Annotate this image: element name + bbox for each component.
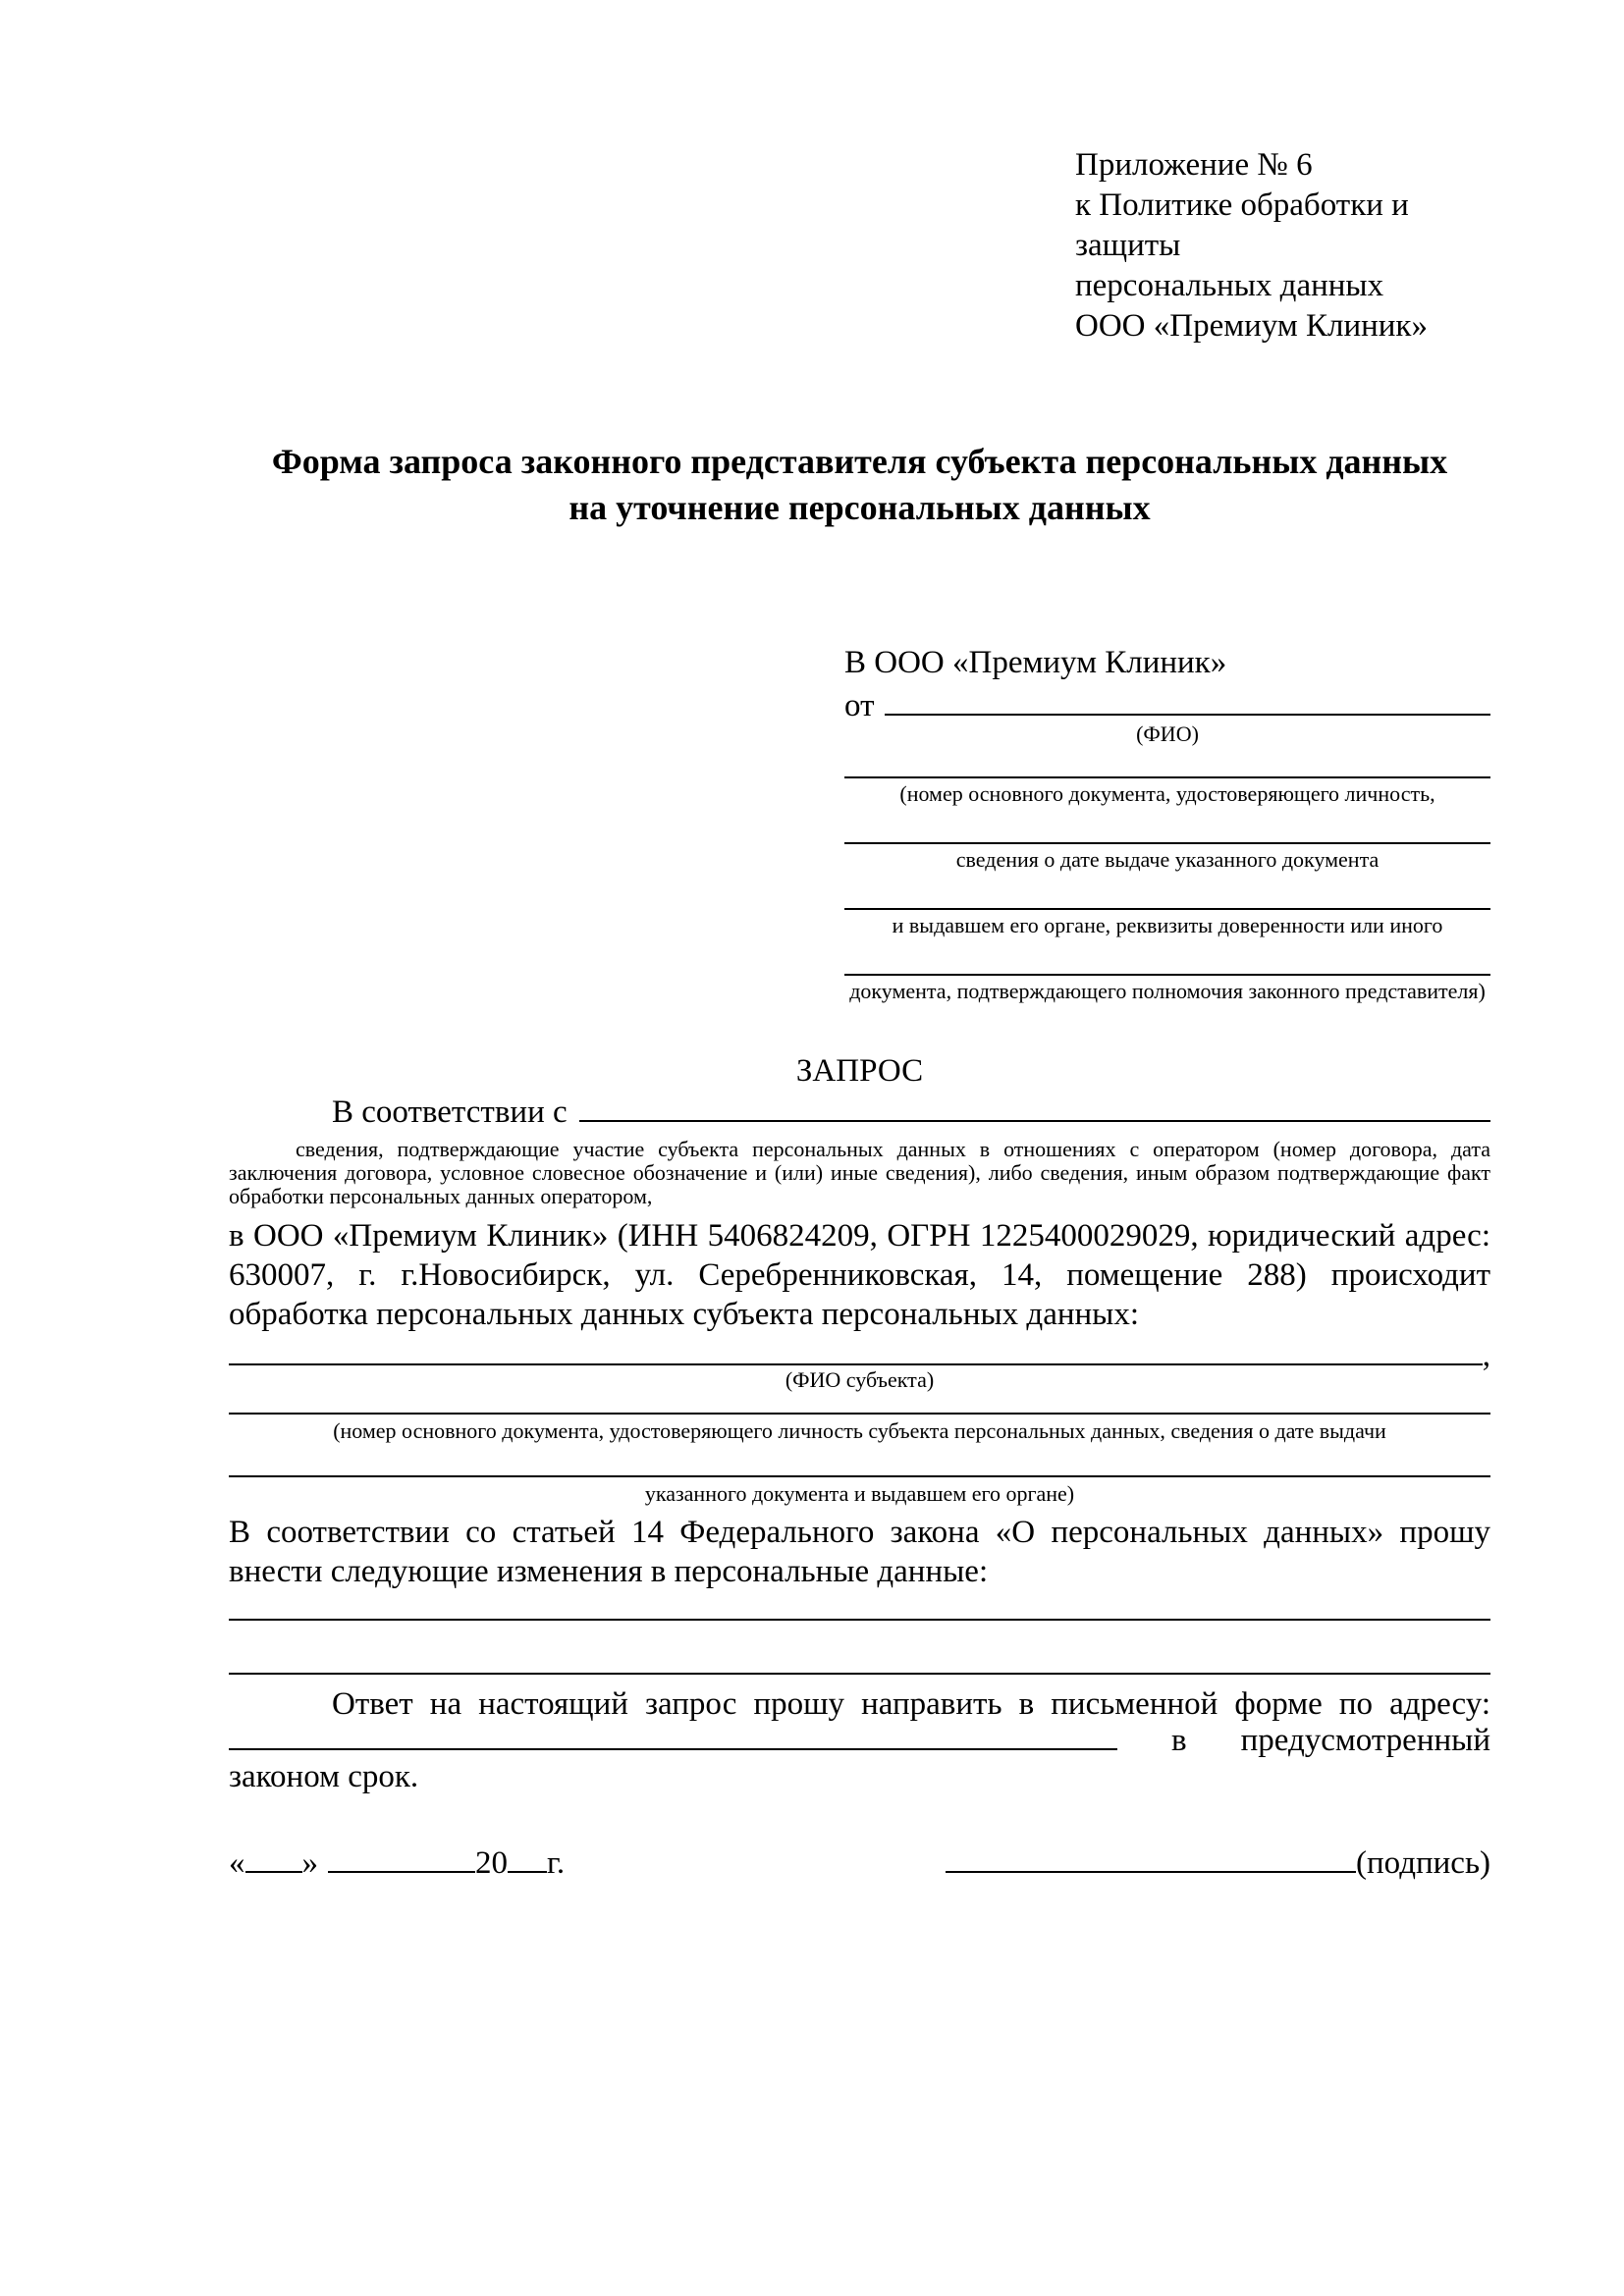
response-paragraph: Ответ на настоящий запрос прошу направить в письменной форме по адресу: bbox=[332, 1686, 1490, 1722]
addressee-fill-caption: сведения о дате выдаче указанного документа bbox=[955, 847, 1380, 872]
addressee-fill-caption: (номер основного документа, удостоверяющего личность, bbox=[899, 781, 1435, 806]
title-line: на уточнение персональных данных bbox=[568, 488, 1151, 527]
date-day-line bbox=[245, 1871, 302, 1873]
addressee-organization: В ООО «Премиум Клиник» bbox=[844, 645, 1227, 680]
addressee-fill-caption: и выдавшем его органе, реквизиты доверенности или иного bbox=[892, 913, 1443, 937]
addressee-fill-line bbox=[844, 908, 1490, 910]
addressee-fill-line bbox=[844, 974, 1490, 976]
response-address-row bbox=[229, 1724, 1490, 1757]
document-title bbox=[229, 439, 1490, 531]
from-fill-line bbox=[885, 714, 1491, 716]
subject-doc-caption: указанного документа и выдавшем его органе) bbox=[644, 1481, 1075, 1506]
accordance-caption: сведения, подтверждающие участие субъекта персональных данных в отношениях с оператором (номер договора, дата заключения договора, условное словесное обозначение и (или) иные сведения), либо сведения, иным образом подтверждающие факт обработки персональных данных оператором, bbox=[229, 1137, 1490, 1208]
date-field bbox=[229, 1843, 565, 1883]
blank-fill-line bbox=[229, 1619, 1490, 1621]
operator-paragraph: в ООО «Премиум Клиник» (ИНН 5406824209, ОГРН 1225400029029, юридический адрес: 630007, г. г.Новосибирск, ул. Серебренниковская, 14, помещение 288) происходит обработка персональных данных субъекта персональных данных: bbox=[229, 1218, 1490, 1332]
subject-doc-line bbox=[229, 1475, 1490, 1477]
subject-doc-line bbox=[229, 1413, 1490, 1415]
date-month-line bbox=[328, 1871, 475, 1873]
appendix-line: к Политике обработки и защиты bbox=[1075, 187, 1409, 263]
response-word: в bbox=[1171, 1723, 1187, 1758]
subject-fio-line bbox=[229, 1363, 1483, 1365]
fio-caption: (ФИО) bbox=[1136, 721, 1199, 746]
addressee-block bbox=[844, 641, 1490, 1004]
from-row bbox=[844, 684, 1490, 721]
appendix-line: Приложение № 6 bbox=[1075, 147, 1313, 183]
subject-fio-caption: (ФИО субъекта) bbox=[785, 1367, 935, 1392]
footer-row bbox=[229, 1843, 1490, 1883]
blank-fill-line bbox=[229, 1673, 1490, 1675]
date-year-suffix: г. bbox=[547, 1845, 566, 1881]
from-label: от bbox=[844, 688, 875, 723]
addressee-fill-line bbox=[844, 842, 1490, 844]
accordance-row bbox=[229, 1093, 1490, 1132]
document-content bbox=[229, 0, 1490, 1883]
date-year-prefix: 20 bbox=[475, 1845, 508, 1881]
signature-caption: (подпись) bbox=[1356, 1845, 1490, 1881]
accordance-label: В соответствии с bbox=[332, 1095, 568, 1130]
appendix-line: персональных данных bbox=[1075, 268, 1384, 303]
subject-fio-row bbox=[229, 1338, 1490, 1373]
response-closing: законом срок. bbox=[229, 1759, 419, 1794]
signature-field bbox=[946, 1843, 1490, 1883]
date-year-line bbox=[508, 1871, 547, 1873]
request-heading: ЗАПРОС bbox=[795, 1053, 924, 1089]
amendments-paragraph: В соответствии со статьей 14 Федерального закона «О персональных данных» прошу внести следующие изменения в персональные данные: bbox=[229, 1515, 1490, 1589]
appendix-block bbox=[1075, 145, 1490, 347]
subject-fio-comma: , bbox=[1482, 1338, 1490, 1373]
response-word: предусмотренный bbox=[1240, 1723, 1490, 1758]
signature-line bbox=[946, 1871, 1356, 1873]
subject-doc-caption: (номер основного документа, удостоверяющего личность субъекта персональных данных, сведения о дате выдачи bbox=[333, 1418, 1386, 1443]
addressee-fill-caption: документа, подтверждающего полномочия законного представителя) bbox=[849, 979, 1486, 1003]
date-quote-close: » bbox=[301, 1845, 318, 1881]
date-quote-open: « bbox=[229, 1845, 245, 1881]
response-address-line bbox=[229, 1748, 1117, 1750]
addressee-fill-line bbox=[844, 776, 1490, 778]
title-line: Форма запроса законного представителя субъекта персональных данных bbox=[271, 442, 1448, 481]
appendix-line: ООО «Премиум Клиник» bbox=[1075, 308, 1428, 344]
accordance-fill-line bbox=[579, 1120, 1490, 1122]
